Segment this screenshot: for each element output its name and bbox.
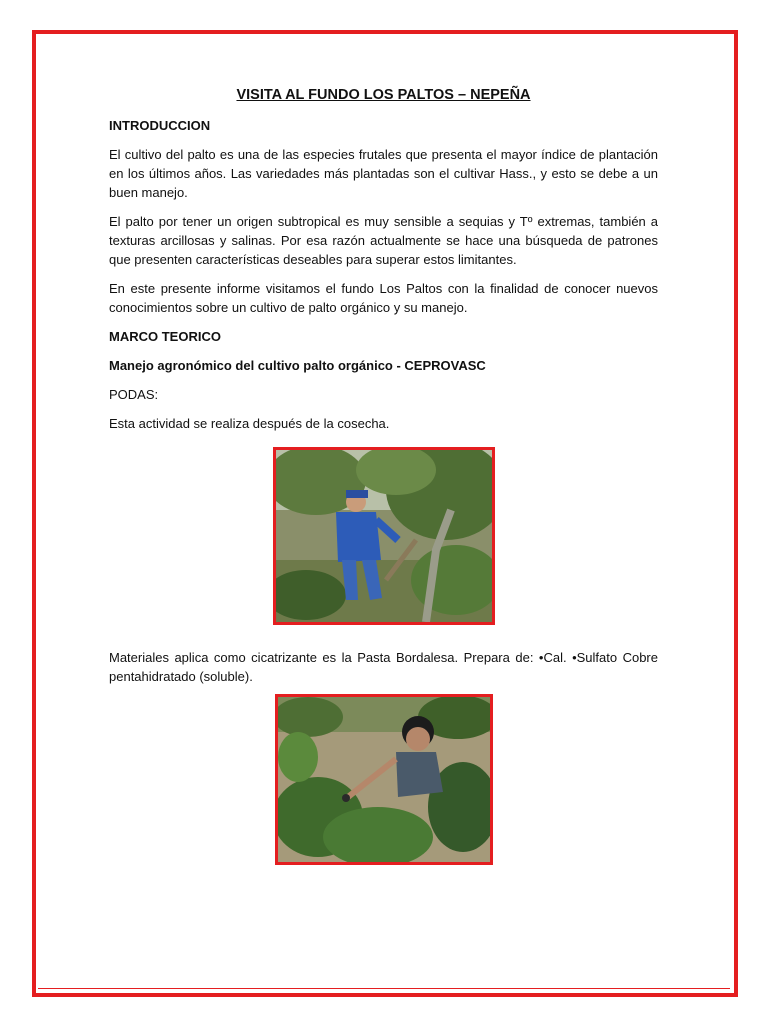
podas-label: PODAS: xyxy=(109,387,159,402)
document-body xyxy=(109,86,658,443)
intro-heading: INTRODUCCION xyxy=(109,118,211,133)
paragraph: El palto por tener un origen subtropical es muy sensible a sequias y Tº extremas, también a texturas arcillosas y salinas. Por esa razón actualmente se hace una búsqueda de patrones que presenten características deseables para superar estos limitantes. xyxy=(109,214,658,267)
materials-paragraph: Materiales aplica como cicatrizante es la Pasta Bordalesa. Prepara de: •Cal. •Sulfato Cobre pentahidratado (soluble). xyxy=(109,650,658,684)
subheading: Manejo agronómico del cultivo palto orgánico - CEPROVASC xyxy=(109,358,486,373)
paragraph: En este presente informe visitamos el fundo Los Paltos con la finalidad de conocer nuevos conocimientos sobre un cultivo de palto orgánico y su manejo. xyxy=(109,281,658,315)
pruning-photo xyxy=(273,447,495,625)
marco-teorico-heading: MARCO TEORICO xyxy=(109,329,221,344)
document-title: VISITA AL FUNDO LOS PALTOS – NEPEÑA xyxy=(236,87,531,103)
paragraph: El cultivo del palto es una de las especies frutales que presenta el mayor índice de plantación en los últimos años. Las variedades más plantadas son el cultivar Hass., y esto se debe a un buen manejo. xyxy=(109,147,658,200)
application-photo xyxy=(275,694,493,865)
page-border-bottom-line xyxy=(38,988,730,989)
podas-text: Esta actividad se realiza después de la cosecha. xyxy=(109,416,390,431)
